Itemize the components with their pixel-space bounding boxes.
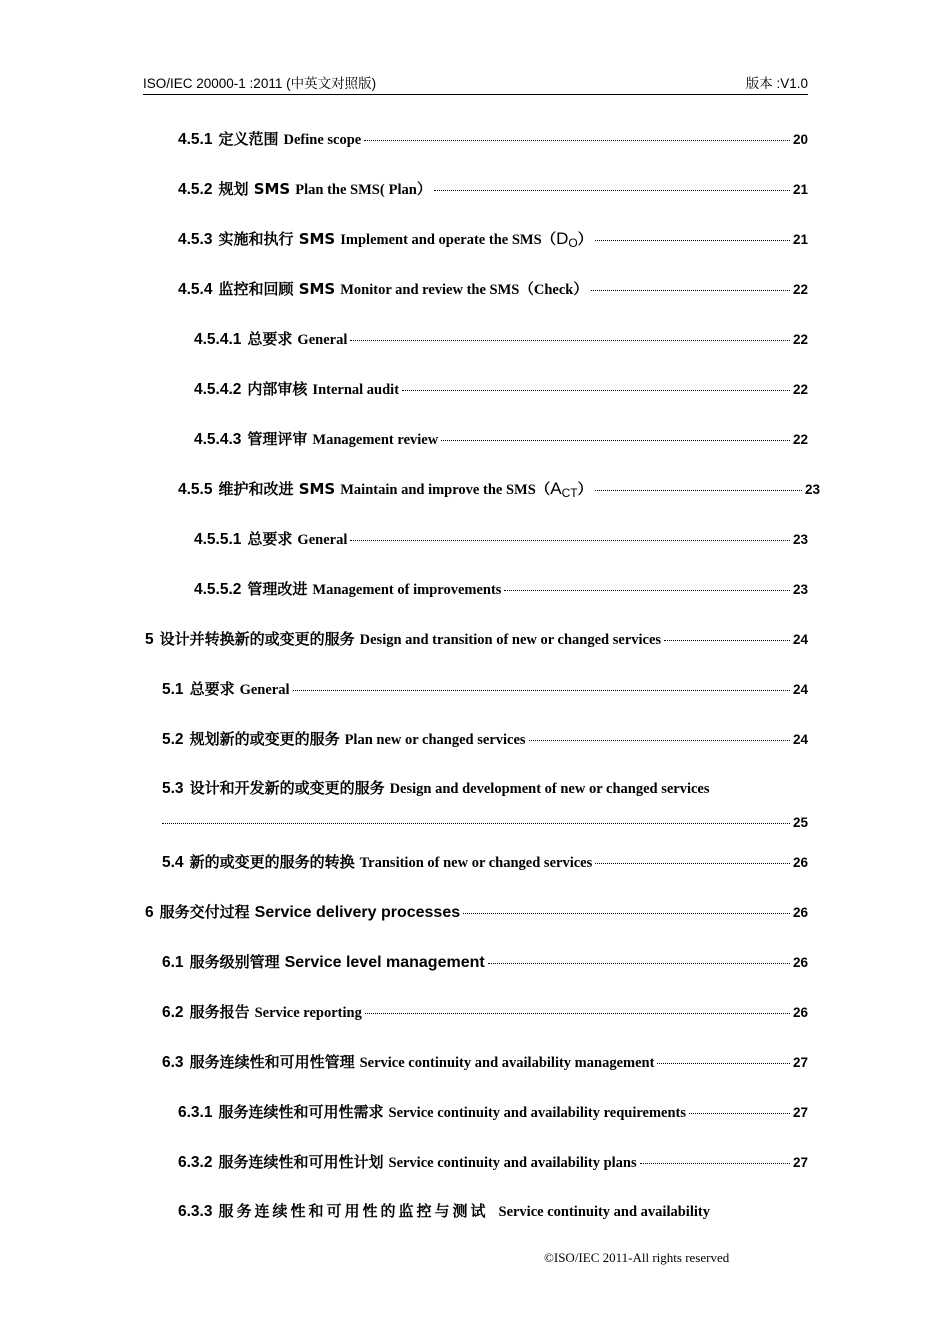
page-number: 22 xyxy=(792,332,808,347)
toc-entry-5-2[interactable]: 5.2 规划新的或变更的服务 Plan new or changed services 24 xyxy=(162,730,808,748)
dot-leader xyxy=(595,240,790,241)
page-number: 25 xyxy=(792,815,808,830)
toc-entry-4-5-4-1[interactable]: 4.5.4.1 总要求 General 22 xyxy=(194,330,808,348)
dot-leader xyxy=(640,1163,790,1164)
toc-entry-6-3[interactable]: 6.3 服务连续性和可用性管理 Service continuity and availability management 27 xyxy=(162,1053,808,1071)
toc-entry-6-3-2[interactable]: 6.3.2 服务连续性和可用性计划 Service continuity and availability plans 27 xyxy=(178,1153,808,1171)
page-number: 23 xyxy=(792,582,808,597)
dot-leader xyxy=(162,823,790,824)
dot-leader xyxy=(595,863,790,864)
toc-entry-4-5-2[interactable]: 4.5.2 规划 SMS Plan the SMS( Plan ） 21 xyxy=(178,180,808,198)
toc-entry-6-2[interactable]: 6.2 服务报告 Service reporting 26 xyxy=(162,1003,808,1021)
page-number: 22 xyxy=(792,432,808,447)
toc-entry-4-5-5-2[interactable]: 4.5.5.2 管理改进 Management of improvements 23 xyxy=(194,580,808,598)
toc-entry-4-5-4[interactable]: 4.5.4 监控和回顾 SMS Monitor and review the SMS（ Check ） 22 xyxy=(178,280,808,298)
page-number: 23 xyxy=(804,482,820,497)
page-number: 23 xyxy=(792,532,808,547)
document-title: ISO/IEC 20000-1 :2011 (中英文对照版) xyxy=(143,76,377,91)
page-number: 24 xyxy=(792,732,808,747)
dot-leader xyxy=(441,440,790,441)
toc-entry-6-3-3[interactable]: 6.3.3 服务连续性和可用性的监控与测试 Service continuity and availability xyxy=(178,1202,710,1220)
page-number: 22 xyxy=(792,382,808,397)
dot-leader xyxy=(365,1013,790,1014)
dot-leader xyxy=(664,640,790,641)
dot-leader xyxy=(350,540,790,541)
toc-entry-4-5-5-1[interactable]: 4.5.5.1 总要求 General 23 xyxy=(194,530,808,548)
page-number: 22 xyxy=(792,282,808,297)
toc-entry-6[interactable]: 6 服务交付过程 Service delivery processes 26 xyxy=(145,903,808,921)
toc-entry-5-3-continuation xyxy=(162,815,808,837)
toc-entry-5-3[interactable]: 5.3 设计和开发新的或变更的服务 Design and development of new or changed services xyxy=(162,779,710,797)
toc-entry-4-5-4-3[interactable]: 4.5.4.3 管理评审 Management review 22 xyxy=(194,430,808,448)
page-number: 21 xyxy=(792,232,808,247)
dot-leader xyxy=(595,490,802,491)
dot-leader xyxy=(364,140,790,141)
page-number: 26 xyxy=(792,955,808,970)
page-number: 21 xyxy=(792,182,808,197)
version-label: 版本 :V1.0 xyxy=(745,76,808,91)
toc-entry-6-3-1[interactable]: 6.3.1 服务连续性和可用性需求 Service continuity and availability requirements 27 xyxy=(178,1103,808,1121)
toc-entry-4-5-4-2[interactable]: 4.5.4.2 内部审核 Internal audit 22 xyxy=(194,380,808,398)
dot-leader xyxy=(591,290,790,291)
dot-leader xyxy=(689,1113,790,1114)
toc-entry-4-5-3[interactable]: 4.5.3 实施和执行 SMS Implement and operate the SMS（ $D_O$ ） 21 xyxy=(178,229,808,250)
copyright-footer: ©ISO/IEC 2011-All rights reserved xyxy=(544,1250,730,1265)
toc-entry-5-1[interactable]: 5.1 总要求 General 24 xyxy=(162,680,808,698)
dot-leader xyxy=(293,690,790,691)
toc-entry-6-1[interactable]: 6.1 服务级别管理 Service level management 26 xyxy=(162,953,808,971)
page-number: 26 xyxy=(792,855,808,870)
page-number: 24 xyxy=(792,632,808,647)
dot-leader xyxy=(657,1063,790,1064)
page-number: 20 xyxy=(792,132,808,147)
dot-leader xyxy=(529,740,790,741)
toc-entry-5-4[interactable]: 5.4 新的或变更的服务的转换 Transition of new or changed services 26 xyxy=(162,853,808,871)
toc-entry-5[interactable]: 5 设计并转换新的或变更的服务 Design and transition of new or changed services 24 xyxy=(145,630,808,648)
dot-leader xyxy=(350,340,790,341)
page-number: 24 xyxy=(792,682,808,697)
dot-leader xyxy=(463,913,790,914)
page-number: 27 xyxy=(792,1155,808,1170)
dot-leader xyxy=(488,963,790,964)
toc-entry-4-5-5[interactable]: 4.5.5 维护和改进 SMS Maintain and improve the SMS（ $A_{CT}$ ） 23 xyxy=(178,479,820,500)
page-number: 26 xyxy=(792,905,808,920)
phase-letter: $A_{CT}$ xyxy=(550,479,578,500)
dot-leader xyxy=(504,590,790,591)
dot-leader xyxy=(434,190,790,191)
phase-letter: $D_O$ xyxy=(556,229,578,250)
page-number: 27 xyxy=(792,1055,808,1070)
toc-entry-4-5-1[interactable]: 4.5.1 定义范围 Define scope 20 xyxy=(178,130,808,148)
page-number: 26 xyxy=(792,1005,808,1020)
page-number: 27 xyxy=(792,1105,808,1120)
dot-leader xyxy=(402,390,790,391)
